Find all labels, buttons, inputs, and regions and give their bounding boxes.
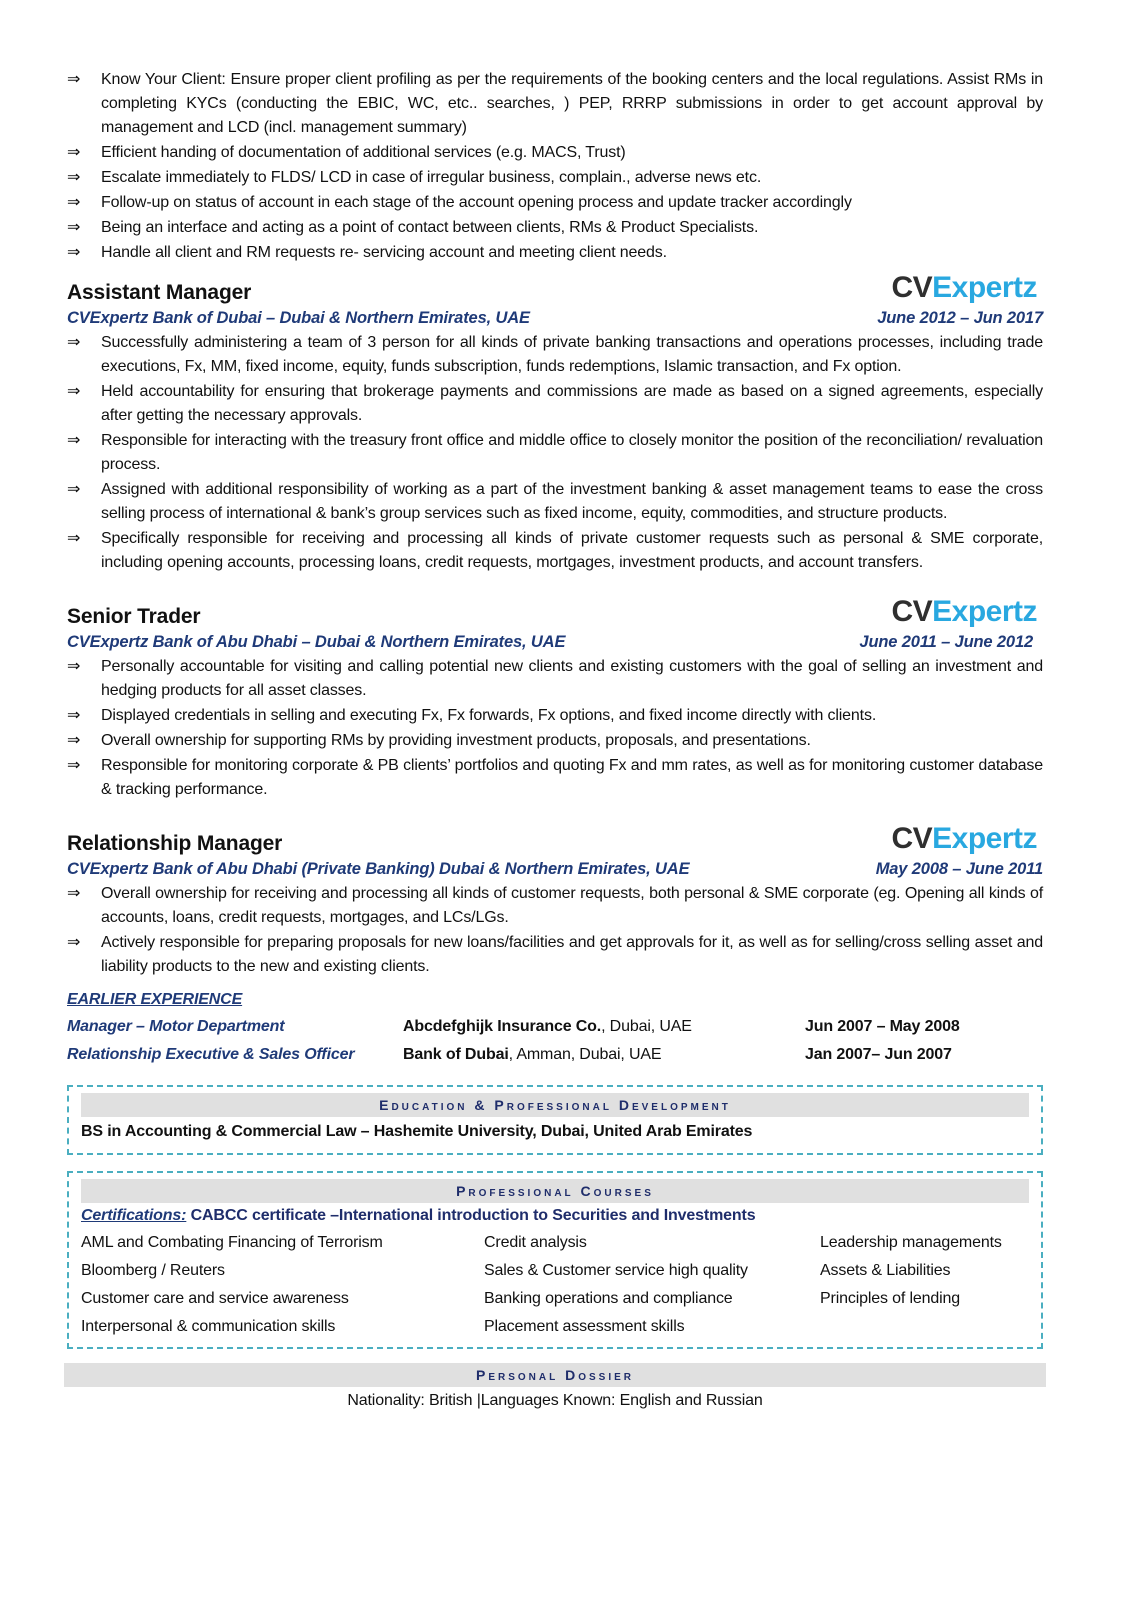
- courses-heading: Professional Courses: [81, 1179, 1029, 1203]
- earlier-dates: Jun 2007 – May 2008: [805, 1018, 960, 1035]
- logo-cv: CV: [891, 822, 933, 855]
- bullet-item: [67, 191, 1043, 215]
- personal-dossier: [64, 1363, 1046, 1415]
- bullet-item: [67, 729, 1043, 753]
- job-dates: June 2012 – Jun 2017: [877, 309, 1043, 327]
- earlier-role: Manager – Motor Department: [67, 1018, 285, 1035]
- arrow-bullet-icon: ⇒: [67, 934, 81, 951]
- bullet-item: [67, 141, 1043, 165]
- bullet-item: [67, 380, 1043, 428]
- course-item: Customer care and service awareness: [81, 1290, 349, 1307]
- earlier-location: , Dubai, UAE: [601, 1018, 692, 1035]
- earlier-experience-heading: EARLIER EXPERIENCE: [67, 991, 243, 1008]
- bullet-text: Personally accountable for visiting and calling potential new clients and existing customers with the goal of selling an investment and hedging products for all asset classes.: [101, 658, 1043, 699]
- bullet-text: Displayed credentials in selling and executing Fx, Fx forwards, Fx options, and fixed income directly with clients.: [101, 707, 877, 724]
- arrow-bullet-icon: ⇒: [67, 757, 81, 774]
- courses-section: [67, 1171, 1043, 1349]
- logo-expertz: Expertz: [932, 271, 1037, 304]
- arrow-bullet-icon: ⇒: [67, 481, 81, 498]
- bullet-text: Successfully administering a team of 3 person for all kinds of private banking transactions and operations processes, including trade executions, Fx, MM, fixed income, equity, funds subscription, funds redemptions, Islamic transaction, and Fx option.: [101, 334, 1043, 375]
- earlier-location: , Amman, Dubai, UAE: [508, 1046, 662, 1063]
- arrow-bullet-icon: ⇒: [67, 169, 81, 186]
- job-dates: June 2011 – June 2012: [859, 633, 1033, 651]
- job-dates: May 2008 – June 2011: [875, 860, 1043, 878]
- arrow-bullet-icon: ⇒: [67, 658, 81, 675]
- bullet-item: [67, 931, 1043, 979]
- cvexpertz-logo: [891, 595, 1037, 629]
- bullet-text: Assigned with additional responsibility of working as a part of the investment banking & asset management teams to ease the cross selling process of international & bank’s group services such as fixed income, equity, commodities, and structure products.: [101, 481, 1043, 522]
- cvexpertz-logo: [891, 271, 1037, 305]
- job-bullets: [67, 331, 1043, 575]
- bullet-text: Responsible for monitoring corporate & PB clients’ portfolios and quoting Fx and mm rates, as well as for monitoring customer database & tracking performance.: [101, 757, 1043, 798]
- job-company: CVExpertz Bank of Abu Dhabi (Private Banking) Dubai & Northern Emirates, UAE: [67, 860, 690, 878]
- job-title: Senior Trader: [67, 605, 201, 628]
- bullet-text: Overall ownership for supporting RMs by providing investment products, proposals, and presentations.: [101, 732, 811, 749]
- certifications-label: Certifications:: [81, 1207, 187, 1224]
- bullet-item: [67, 655, 1043, 703]
- bullet-text: Responsible for interacting with the treasury front office and middle office to closely monitor the position of the reconciliation/ revaluation process.: [101, 432, 1043, 473]
- intro-bullet-list: [67, 68, 1043, 265]
- job-company: CVExpertz Bank of Dubai – Dubai & Northern Emirates, UAE: [67, 309, 530, 327]
- course-item: Leadership managements: [820, 1234, 1002, 1251]
- job-title: Assistant Manager: [67, 281, 252, 304]
- arrow-bullet-icon: ⇒: [67, 219, 81, 236]
- bullet-item: [67, 331, 1043, 379]
- bullet-item: [67, 882, 1043, 930]
- course-item: Interpersonal & communication skills: [81, 1318, 336, 1335]
- arrow-bullet-icon: ⇒: [67, 732, 81, 749]
- bullet-item: [67, 216, 1043, 240]
- course-item: Assets & Liabilities: [820, 1262, 951, 1279]
- course-item: Placement assessment skills: [484, 1318, 685, 1335]
- earlier-row: [67, 1041, 1043, 1069]
- arrow-bullet-icon: ⇒: [67, 707, 81, 724]
- logo-expertz: Expertz: [932, 595, 1037, 628]
- job-entry: [67, 822, 1043, 979]
- earlier-company-cell: [403, 1013, 805, 1041]
- logo-expertz: Expertz: [932, 822, 1037, 855]
- dossier-text: Nationality: British |Languages Known: English and Russian: [347, 1392, 763, 1409]
- dossier-heading: Personal Dossier: [64, 1363, 1046, 1387]
- arrow-bullet-icon: ⇒: [67, 244, 81, 261]
- job-bullets: [67, 882, 1043, 979]
- courses-grid: [81, 1229, 1029, 1341]
- earlier-role: Relationship Executive & Sales Officer: [67, 1046, 355, 1063]
- bullet-text: Being an interface and acting as a point of contact between clients, RMs & Product Specialists.: [101, 219, 759, 236]
- job-title: Relationship Manager: [67, 832, 283, 855]
- arrow-bullet-icon: ⇒: [67, 885, 81, 902]
- arrow-bullet-icon: ⇒: [67, 383, 81, 400]
- bullet-text: Escalate immediately to FLDS/ LCD in case of irregular business, complain., adverse news etc.: [101, 169, 762, 186]
- course-item: Sales & Customer service high quality: [484, 1262, 748, 1279]
- job-entry: [67, 595, 1043, 802]
- bullet-text: Actively responsible for preparing proposals for new loans/facilities and get approvals for it, as well as for selling/cross selling asset and liability products to the new and existing clients.: [101, 934, 1043, 975]
- bullet-text: Specifically responsible for receiving and processing all kinds of private customer requests such as personal & SME corporate, including opening accounts, processing loans, credit requests, mortgages, investment products, and account transfers.: [101, 530, 1043, 571]
- course-item: Credit analysis: [484, 1234, 587, 1251]
- course-item: Banking operations and compliance: [484, 1290, 733, 1307]
- bullet-text: Held accountability for ensuring that brokerage payments and commissions are made as based on a signed agreements, especially after getting the necessary approvals.: [101, 383, 1043, 424]
- bullet-text: Efficient handing of documentation of additional services (e.g. MACS, Trust): [101, 144, 626, 161]
- resume-content: [67, 68, 1043, 1415]
- arrow-bullet-icon: ⇒: [67, 194, 81, 211]
- arrow-bullet-icon: ⇒: [67, 432, 81, 449]
- earlier-company: Abcdefghijk Insurance Co.: [403, 1018, 602, 1035]
- bullet-item: [67, 527, 1043, 575]
- certifications-text: CABCC certificate –International introduction to Securities and Investments: [186, 1207, 756, 1224]
- bullet-item: [67, 429, 1043, 477]
- bullet-text: Know Your Client: Ensure proper client profiling as per the requirements of the booking centers and the local regulations. Assist RMs in completing KYCs (conducting the EBIC, WC, etc.. searches, ) PEP, RRRP submissions in order to get account approval by management and LCD (incl. management summary): [101, 71, 1043, 136]
- education-heading: Education & Professional Development: [81, 1093, 1029, 1117]
- earlier-experience: [67, 987, 1043, 1069]
- job-entry: [67, 271, 1043, 575]
- earlier-company-cell: [403, 1041, 805, 1069]
- bullet-text: Handle all client and RM requests re- servicing account and meeting client needs.: [101, 244, 667, 261]
- cvexpertz-logo: [891, 822, 1037, 856]
- bullet-item: [67, 754, 1043, 802]
- course-item: Principles of lending: [820, 1290, 961, 1307]
- bullet-text: Overall ownership for receiving and processing all kinds of customer requests, both personal & SME corporate (eg. Opening all kinds of accounts, loans, credit requests, mortgages, and LCs/LGs.: [101, 885, 1043, 926]
- earlier-row: [67, 1013, 1043, 1041]
- job-bullets: [67, 655, 1043, 802]
- bullet-text: Follow-up on status of account in each stage of the account opening process and update tracker accordingly: [101, 194, 852, 211]
- education-section: [67, 1085, 1043, 1155]
- arrow-bullet-icon: ⇒: [67, 144, 81, 161]
- arrow-bullet-icon: ⇒: [67, 71, 81, 88]
- arrow-bullet-icon: ⇒: [67, 530, 81, 547]
- bullet-item: [67, 68, 1043, 140]
- course-item: AML and Combating Financing of Terrorism: [81, 1234, 383, 1251]
- bullet-item: [67, 478, 1043, 526]
- course-item: [820, 1313, 1029, 1341]
- education-degree: BS in Accounting & Commercial Law – Hashemite University, Dubai, United Arab Emirates: [81, 1123, 753, 1140]
- certifications-line: [81, 1203, 1029, 1229]
- bullet-item: [67, 704, 1043, 728]
- earlier-dates: Jan 2007– Jun 2007: [805, 1046, 952, 1063]
- arrow-bullet-icon: ⇒: [67, 334, 81, 351]
- logo-cv: CV: [891, 595, 933, 628]
- job-company: CVExpertz Bank of Abu Dhabi – Dubai & Northern Emirates, UAE: [67, 633, 566, 651]
- bullet-item: [67, 241, 1043, 265]
- bullet-item: [67, 166, 1043, 190]
- course-item: Bloomberg / Reuters: [81, 1262, 225, 1279]
- earlier-company: Bank of Dubai: [403, 1046, 509, 1063]
- logo-cv: CV: [891, 271, 933, 304]
